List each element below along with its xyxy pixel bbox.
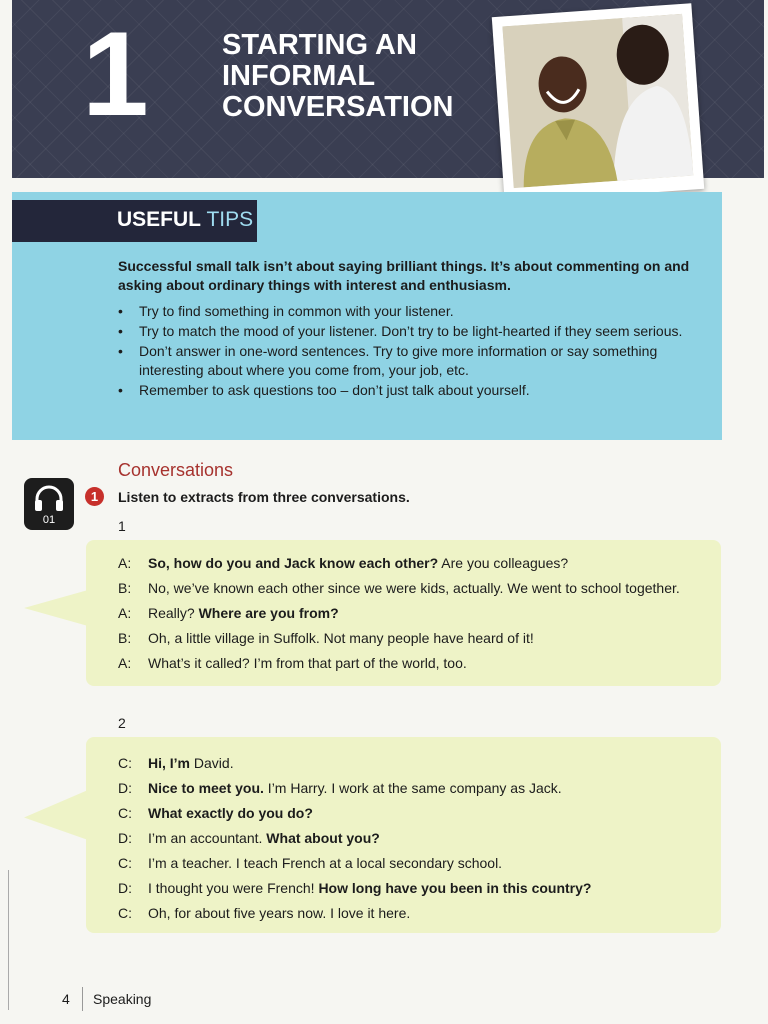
dialogue-lines: [118, 551, 718, 676]
unit-title: [222, 30, 453, 123]
bubble-tail: [24, 590, 88, 626]
section-title: Conversations: [118, 460, 234, 480]
dialogue-text: No, we’ve known each other since we were kids, actually. We went to school together.: [148, 580, 680, 596]
audio-track-number: 01: [42, 514, 56, 526]
key-phrase: How long have you been in this country?: [318, 880, 592, 896]
dialogue-text: Are you colleagues?: [438, 555, 569, 571]
speaker-label: C:: [118, 805, 132, 821]
dialogue-text: I’m an accountant.: [148, 830, 267, 846]
conversation-photo: [492, 3, 704, 202]
key-phrase: Nice to meet you.: [148, 780, 264, 796]
unit-number: 1: [82, 7, 149, 141]
footer-section: Speaking: [93, 991, 152, 1007]
heading-useful: USEFUL: [117, 208, 201, 231]
dialogue-text: Really?: [148, 605, 199, 621]
speaker-label: A:: [118, 605, 132, 621]
tips-list: [118, 302, 708, 401]
conversation-label: 2: [118, 715, 126, 731]
key-phrase: What exactly do you do?: [148, 805, 313, 821]
speaker-label: B:: [118, 630, 132, 646]
dialogue-line: [118, 801, 718, 826]
dialogue-text: David.: [190, 755, 234, 771]
dialogue-line: [118, 551, 718, 576]
speaker-label: C:: [118, 855, 132, 871]
tip-item: • Remember to ask questions too – don’t just talk about yourself.: [118, 381, 708, 400]
dialogue-line: [118, 851, 718, 876]
speaker-label: D:: [118, 880, 132, 896]
page-number: 4: [62, 991, 70, 1007]
speaker-label: D:: [118, 830, 132, 846]
dialogue-text: I’m a teacher. I teach French at a local secondary school.: [148, 855, 503, 871]
key-phrase: What about you?: [266, 830, 380, 846]
dialogue-line: [118, 876, 718, 901]
bubble-tail: [24, 790, 88, 840]
speaker-label: C:: [118, 905, 132, 921]
dialogue-line: [118, 751, 718, 776]
key-phrase: So, how do you and Jack know each other?: [148, 555, 439, 571]
dialogue-text: Oh, for about five years now. I love it here.: [148, 905, 411, 921]
speaker-label: C:: [118, 755, 132, 771]
unit-title-line: STARTING AN: [222, 29, 417, 61]
unit-title-line: INFORMAL: [222, 60, 376, 92]
tip-item: • Try to match the mood of your listener. Don’t try to be light-hearted if they seem serious.: [118, 322, 708, 341]
dialogue-line: [118, 576, 718, 601]
dialogue-line: [118, 826, 718, 851]
speaker-label: A:: [118, 655, 132, 671]
speaker-label: D:: [118, 780, 132, 796]
speaker-label: B:: [118, 580, 132, 596]
dialogue-text: Oh, a little village in Suffolk. Not many people have heard of it!: [148, 630, 534, 646]
dialogue-line: [118, 776, 718, 801]
key-phrase: Where are you from?: [198, 605, 339, 621]
conversation-label: 1: [118, 518, 126, 534]
exercise-instruction: Listen to extracts from three conversations.: [118, 489, 410, 505]
key-phrase: Hi, I’m: [148, 755, 191, 771]
audio-track-button[interactable]: [24, 478, 74, 530]
dialogue-text: I’m Harry. I work at the same company as Jack.: [263, 780, 562, 796]
dialogue-line: [118, 651, 718, 676]
dialogue-text: I thought you were French!: [148, 880, 319, 896]
speaker-label: A:: [118, 555, 132, 571]
headphones-icon: [33, 484, 65, 514]
useful-tips-heading: [12, 200, 257, 242]
dialogue-lines: [118, 751, 718, 926]
footer-divider: [82, 987, 83, 1011]
heading-tips: TIPS: [206, 208, 254, 231]
exercise-number: 1: [85, 487, 104, 506]
tip-item: • Try to find something in common with your listener.: [118, 302, 708, 321]
dialogue-line: [118, 901, 718, 926]
tip-item: • Don’t answer in one-word sentences. Try to give more information or say something interesting about where you come from, your job, etc.: [118, 342, 708, 380]
tips-intro: Successful small talk isn’t about saying brilliant things. It’s about commenting on and asking about ordinary things with interest and enthusiasm.: [118, 258, 690, 293]
dialogue-line: [118, 626, 718, 651]
dialogue-text: What’s it called? I’m from that part of the world, too.: [148, 655, 467, 671]
page-footer: [0, 985, 200, 1013]
dialogue-line: [118, 601, 718, 626]
unit-title-line: CONVERSATION: [222, 91, 454, 123]
